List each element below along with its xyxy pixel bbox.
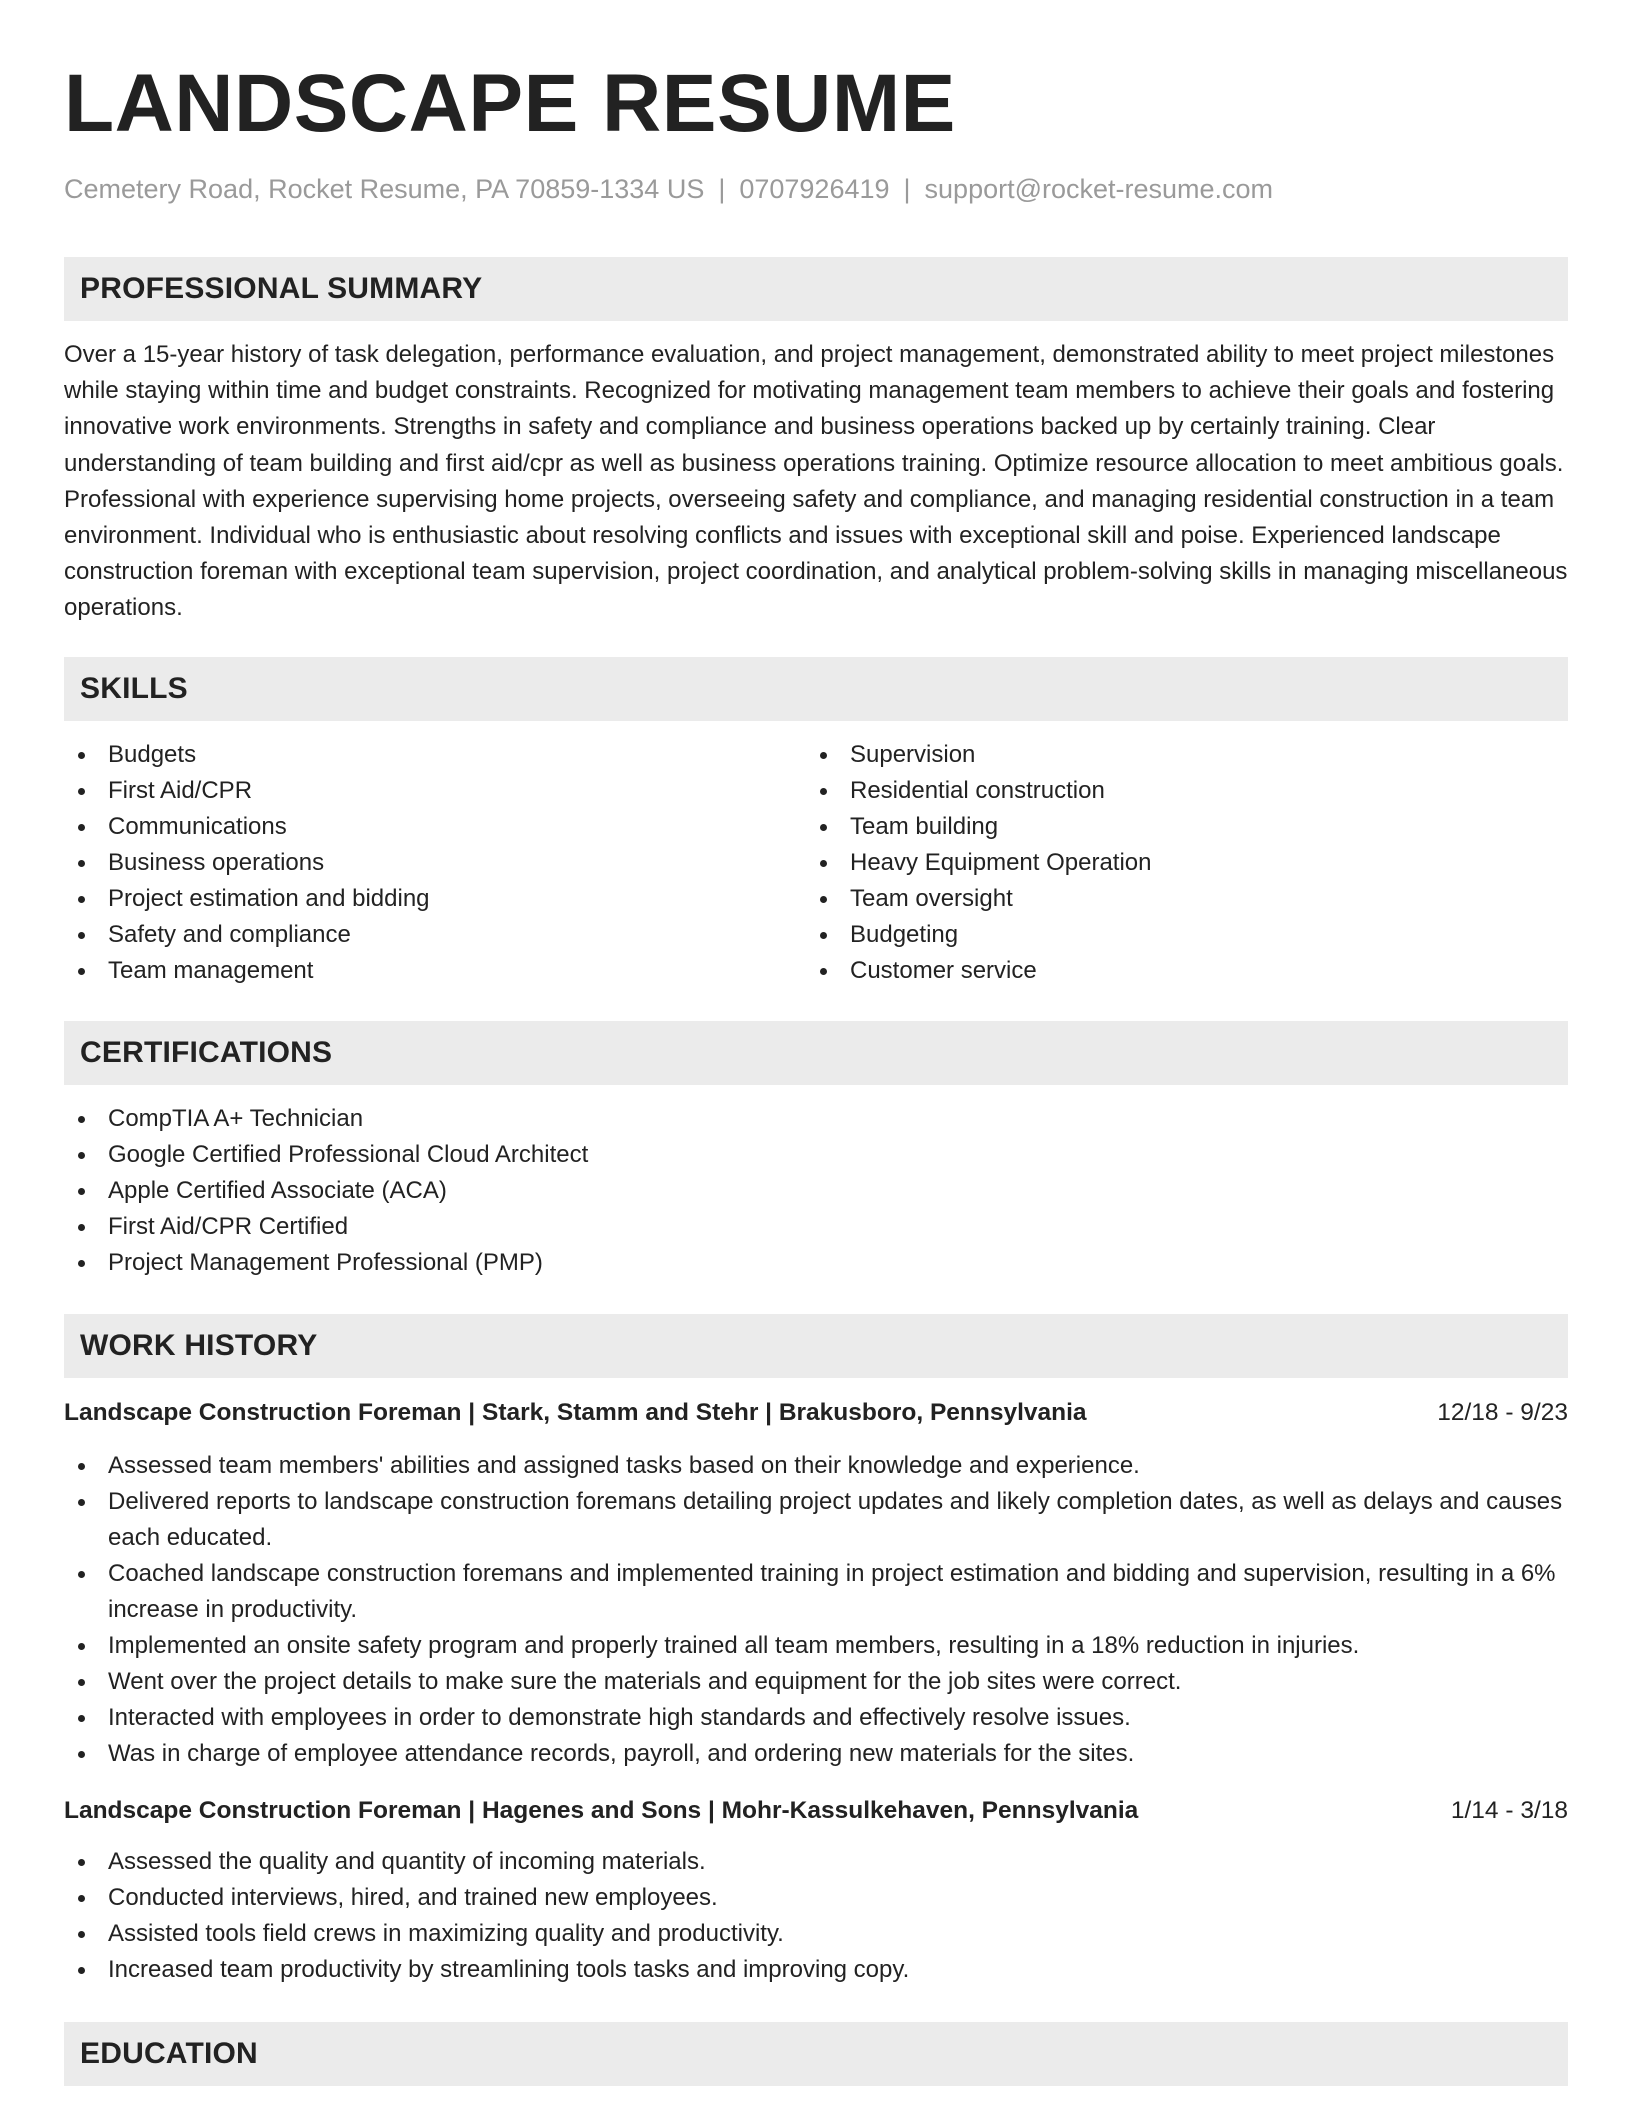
job-entry [64,1794,1568,1988]
job-bullet: Assessed the quality and quantity of incoming materials. [64,1844,1568,1880]
resume-title: LANDSCAPE RESUME [64,58,956,149]
skill-item: Safety and compliance [64,917,806,953]
contact-line [64,172,1568,206]
certification-item: Project Management Professional (PMP) [64,1245,1568,1281]
skill-item: Team building [806,809,1548,845]
education-heading: EDUCATION [64,2022,1568,2086]
skills-left-list [64,737,806,989]
skill-item: Business operations [64,845,806,881]
job-bullet: Interacted with employees in order to demonstrate high standards and effectively resolve issues. [64,1700,1568,1736]
job-bullets [64,1844,1568,1988]
skill-item: Supervision [806,737,1548,773]
contact-address: Cemetery Road, Rocket Resume, PA 70859-1334 US [64,174,705,204]
contact-email[interactable]: support@rocket-resume.com [924,174,1274,204]
skills-grid [64,737,1568,989]
job-bullet: Delivered reports to landscape construction foremans detailing project updates and likely completion dates, as well as delays and causes each educated. [64,1484,1568,1556]
skill-item: Communications [64,809,806,845]
job-header [64,1396,1568,1430]
job-bullet: Implemented an onsite safety program and properly trained all team members, resulting in a 18% reduction in injuries. [64,1628,1568,1664]
skill-item: Team management [64,953,806,989]
job-header [64,1794,1568,1828]
certification-item: CompTIA A+ Technician [64,1101,1568,1137]
certification-item: First Aid/CPR Certified [64,1209,1568,1245]
job-dates: 1/14 - 3/18 [1450,1796,1568,1824]
contact-phone: 0707926419 [739,174,890,204]
skill-item: Budgeting [806,917,1548,953]
job-title: Landscape Construction Foreman | Hagenes and Sons | Mohr-Kassulkehaven, Pennsylvania [64,1796,1139,1824]
contact-separator: | [718,174,726,204]
skill-item: Heavy Equipment Operation [806,845,1548,881]
job-entry [64,1396,1568,1772]
certifications-list [64,1101,1568,1281]
job-bullet: Was in charge of employee attendance records, payroll, and ordering new materials for the sites. [64,1736,1568,1772]
certifications-heading: CERTIFICATIONS [64,1021,1568,1085]
job-bullet: Assisted tools field crews in maximizing quality and productivity. [64,1916,1568,1952]
job-bullet: Assessed team members' abilities and assigned tasks based on their knowledge and experience. [64,1448,1568,1484]
skill-item: Project estimation and bidding [64,881,806,917]
skill-item: Team oversight [806,881,1548,917]
skill-item: First Aid/CPR [64,773,806,809]
job-dates: 12/18 - 9/23 [1437,1398,1568,1426]
job-bullet: Went over the project details to make sure the materials and equipment for the job sites were correct. [64,1664,1568,1700]
certification-item: Google Certified Professional Cloud Architect [64,1137,1568,1173]
job-bullet: Increased team productivity by streamlining tools tasks and improving copy. [64,1952,1568,1988]
certification-item: Apple Certified Associate (ACA) [64,1173,1568,1209]
contact-separator: | [903,174,911,204]
job-title: Landscape Construction Foreman | Stark, Stamm and Stehr | Brakusboro, Pennsylvania [64,1398,1087,1426]
skills-heading: SKILLS [64,657,1568,721]
job-bullet: Coached landscape construction foremans and implemented training in project estimation and bidding and supervision, resulting in a 6% increase in productivity. [64,1556,1568,1628]
skill-item: Residential construction [806,773,1548,809]
skill-item: Budgets [64,737,806,773]
skill-item: Customer service [806,953,1548,989]
work-history-heading: WORK HISTORY [64,1314,1568,1378]
summary-text: Over a 15-year history of task delegation, performance evaluation, and project management, demonstrated ability to meet project milestones while staying within time and budget constraints. Recognized for motivating management team members to achieve their goals and fostering innovative work environments. Strengths in safety and compliance and business operations backed up by certainly training. Clear understanding of team building and first aid/cpr as well as business operations training. Optimize resource allocation to meet ambitious goals. Professional with experience supervising home projects, overseeing safety and compliance, and managing residential construction in a team environment. Individual who is enthusiastic about resolving conflicts and issues with exceptional skill and poise. Experienced landscape construction foreman with exceptional team supervision, project coordination, and analytical problem-solving skills in managing miscellaneous operations. [64,341,1568,622]
summary-heading: PROFESSIONAL SUMMARY [64,257,1568,321]
job-bullet: Conducted interviews, hired, and trained new employees. [64,1880,1568,1916]
skills-right-list [806,737,1548,989]
job-bullets [64,1448,1568,1772]
